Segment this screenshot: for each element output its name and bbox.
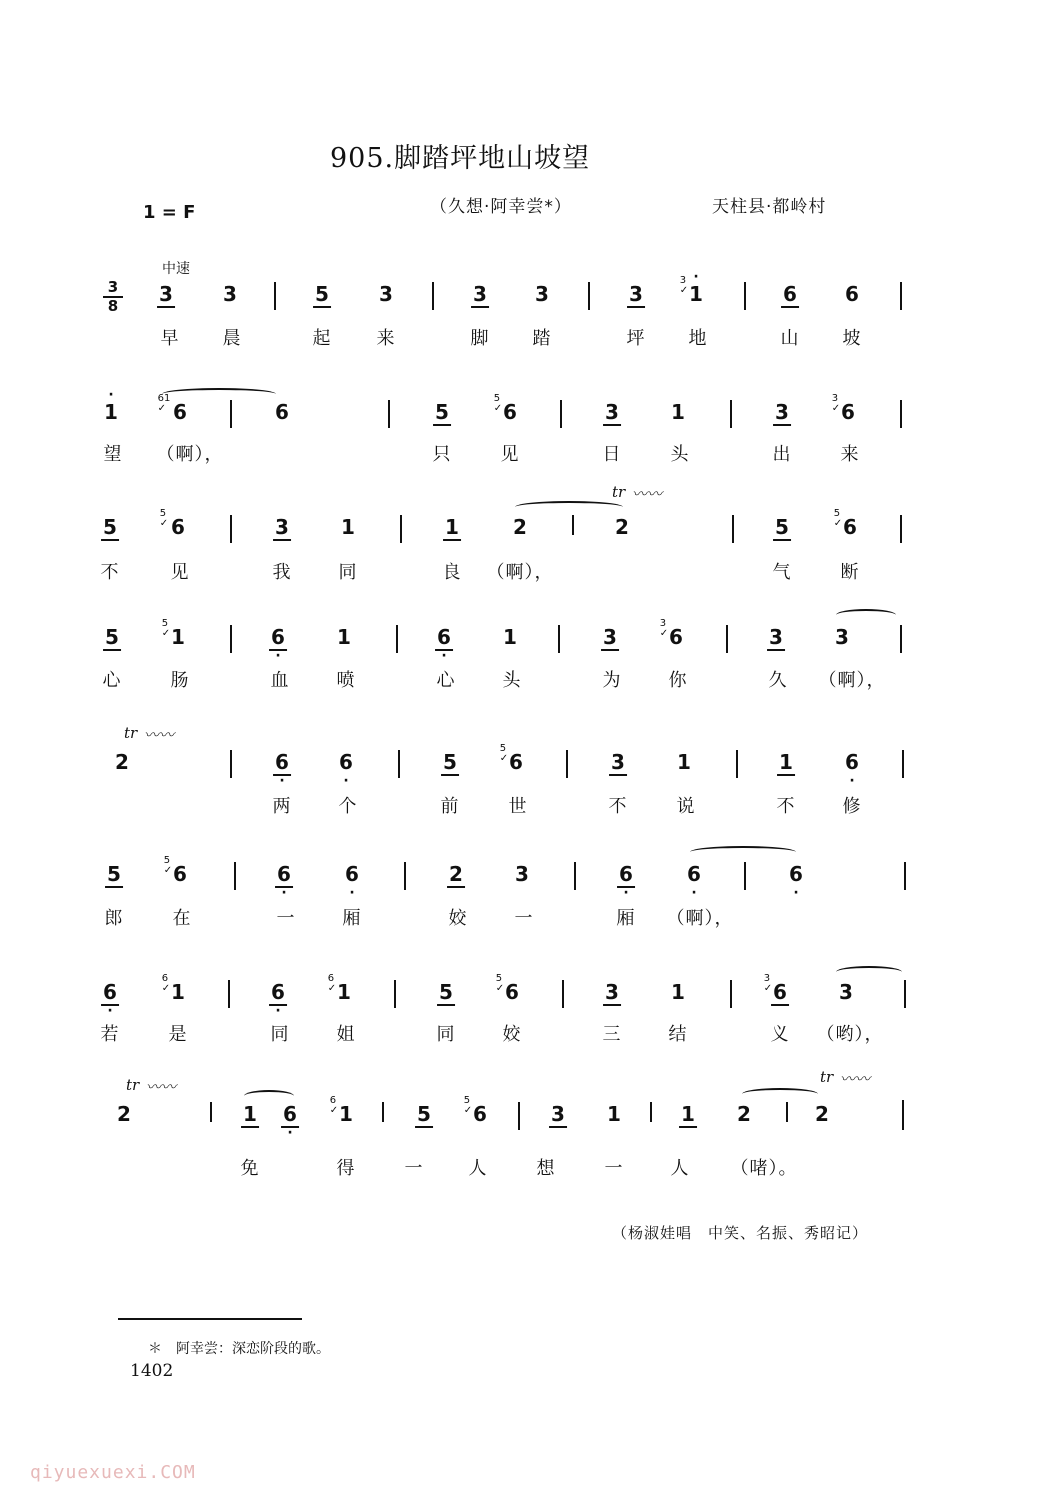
- grace-note: 5 ✓: [495, 973, 505, 994]
- page-number: 1402: [130, 1361, 174, 1381]
- lyric: 想: [536, 1158, 556, 1179]
- barline: [388, 400, 390, 428]
- lyric: （啊），: [666, 908, 734, 929]
- note: 6: [173, 862, 187, 886]
- lyric: 人: [670, 1158, 690, 1179]
- performer-credit: （杨淑娃唱 中笑、名振、秀昭记）: [612, 1224, 869, 1242]
- grace-note: 5 ✓: [163, 855, 173, 876]
- note: 5: [435, 400, 449, 424]
- lyric: 日: [602, 444, 622, 465]
- lyric: 坡: [842, 328, 862, 349]
- tempo-marking: 中速: [162, 261, 190, 277]
- slur: [690, 846, 796, 858]
- trill-wave: 〰〰: [146, 1078, 177, 1096]
- barline: [230, 625, 232, 653]
- lyric: 厢: [342, 908, 362, 929]
- lyric: 两: [272, 796, 292, 817]
- grace-note: 3 ✓: [679, 275, 689, 296]
- note: 6 ·: [437, 625, 451, 664]
- note: 5: [417, 1102, 431, 1126]
- barline: [574, 862, 576, 890]
- note: 3: [769, 625, 783, 649]
- barline: [736, 750, 738, 778]
- note: 3: [835, 625, 849, 649]
- barline: [786, 1102, 788, 1122]
- lyric: 早: [160, 328, 180, 349]
- barline: [432, 282, 434, 310]
- note: 1: [243, 1102, 257, 1126]
- note: 6: [773, 980, 787, 1004]
- barline: [230, 515, 232, 543]
- lyric: 不: [608, 796, 628, 817]
- slur: [836, 966, 902, 978]
- note: 3: [515, 862, 529, 886]
- trill-mark: tr: [126, 1076, 140, 1094]
- lyric: 同: [436, 1024, 456, 1045]
- note: 6: [845, 282, 859, 306]
- note: 3: [629, 282, 643, 306]
- lyric: 出: [772, 444, 792, 465]
- note: 1 ·: [104, 387, 118, 424]
- barline: [274, 282, 276, 310]
- note: 1: [445, 515, 459, 539]
- footnote-rule: [118, 1318, 302, 1320]
- barline: [730, 980, 732, 1008]
- barline: [900, 282, 902, 310]
- note: 2: [117, 1102, 131, 1126]
- barline: [900, 625, 902, 653]
- lyric: 个: [338, 796, 358, 817]
- lyric: 坪: [626, 328, 646, 349]
- note: 6: [783, 282, 797, 306]
- lyric: 气: [772, 562, 792, 583]
- note: 3: [775, 400, 789, 424]
- lyric: 望: [103, 444, 123, 465]
- time-signature-top: 3: [107, 278, 119, 296]
- note: 1: [779, 750, 793, 774]
- barline: [732, 515, 734, 543]
- song-subtitle: （久想·阿幸尝*）: [430, 197, 572, 217]
- barline: [904, 980, 906, 1008]
- barline: [228, 980, 230, 1008]
- note: 1: [503, 625, 517, 649]
- lyric: 厢: [616, 908, 636, 929]
- lyric: 为: [602, 670, 622, 691]
- barline: [572, 515, 574, 535]
- note: 5: [439, 980, 453, 1004]
- lyric: 晨: [222, 328, 242, 349]
- grace-note: 3 ✓: [831, 393, 841, 414]
- barline: [726, 625, 728, 653]
- lyric: 姣: [502, 1024, 522, 1045]
- slur: [244, 1090, 294, 1102]
- lyric: 郎: [104, 908, 124, 929]
- watermark: qiyuexuexi.COM: [30, 1462, 196, 1483]
- key-signature: 1 = F: [143, 202, 196, 223]
- trill-wave: 〰〰: [144, 726, 175, 744]
- lyric: 修: [842, 796, 862, 817]
- song-region: 天柱县·都岭村: [712, 197, 827, 217]
- note: 3: [159, 282, 173, 306]
- slur: [162, 388, 276, 400]
- grace-note: 5 ✓: [463, 1095, 473, 1116]
- lyric: 是: [168, 1024, 188, 1045]
- note: 6: [503, 400, 517, 424]
- lyric: 地: [688, 328, 708, 349]
- note: 1: [337, 980, 351, 1004]
- lyric: 说: [676, 796, 696, 817]
- barline: [396, 625, 398, 653]
- lyric: 喷: [336, 670, 356, 691]
- trill-wave: 〰〰: [840, 1070, 871, 1088]
- lyric: 只: [432, 444, 452, 465]
- lyric: 见: [170, 562, 190, 583]
- barline: [230, 750, 232, 778]
- note: 6: [275, 400, 289, 424]
- barline: [566, 750, 568, 778]
- lyric: 免: [240, 1158, 260, 1179]
- note: 2: [449, 862, 463, 886]
- time-signature-bottom: 8: [107, 297, 119, 315]
- lyric: 同: [338, 562, 358, 583]
- barline: [210, 1102, 212, 1122]
- barline: [744, 282, 746, 310]
- note: 6: [173, 400, 187, 424]
- barline: [558, 625, 560, 653]
- grace-note: 5 ✓: [159, 508, 169, 529]
- barline: [230, 400, 232, 428]
- barline: [560, 400, 562, 428]
- note: 6 ·: [277, 862, 291, 901]
- barline: [562, 980, 564, 1008]
- lyric: 我: [272, 562, 292, 583]
- barline: [900, 400, 902, 428]
- note: 6 ·: [339, 750, 353, 789]
- note: 3: [275, 515, 289, 539]
- lyric: 血: [270, 670, 290, 691]
- trill-mark: tr: [612, 483, 626, 501]
- note: 1: [671, 400, 685, 424]
- lyric: （啊），: [818, 670, 886, 691]
- note: 6 ·: [345, 862, 359, 901]
- barline: [730, 400, 732, 428]
- lyric: 心: [102, 670, 122, 691]
- note: 5: [775, 515, 789, 539]
- lyric: 不: [100, 562, 120, 583]
- note: 6: [843, 515, 857, 539]
- note: 3: [839, 980, 853, 1004]
- lyric: 姣: [448, 908, 468, 929]
- lyric: 断: [840, 562, 860, 583]
- grace-note: 3 ✓: [659, 618, 669, 639]
- grace-note: 5 ✓: [499, 743, 509, 764]
- barline: [588, 282, 590, 310]
- trill-wave: 〰〰: [632, 485, 663, 503]
- lyric: 来: [840, 444, 860, 465]
- note: 3: [605, 400, 619, 424]
- note: 3: [605, 980, 619, 1004]
- lyric: 久: [768, 670, 788, 691]
- lyric: 来: [376, 328, 396, 349]
- grace-note: 5 ✓: [493, 393, 503, 414]
- lyric: 人: [468, 1158, 488, 1179]
- note: 6 ·: [271, 625, 285, 664]
- barline: [744, 862, 746, 890]
- note: 1: [341, 515, 355, 539]
- note: 6 ·: [103, 980, 117, 1019]
- note: 5: [443, 750, 457, 774]
- lyric: 见: [500, 444, 520, 465]
- note: 6 ·: [271, 980, 285, 1019]
- note: 1: [671, 980, 685, 1004]
- lyric: 一: [276, 908, 296, 929]
- note: 1: [681, 1102, 695, 1126]
- note: 2: [513, 515, 527, 539]
- lyric: 姐: [336, 1024, 356, 1045]
- lyric: （啊），: [486, 562, 554, 583]
- final-barline: [902, 1100, 908, 1130]
- barline: [904, 862, 906, 890]
- lyric: 同: [270, 1024, 290, 1045]
- note: 5: [105, 625, 119, 649]
- note: 6: [509, 750, 523, 774]
- note: 6 ·: [275, 750, 289, 789]
- barline: [382, 1102, 384, 1122]
- lyric: 三: [602, 1024, 622, 1045]
- note: 6 ·: [619, 862, 633, 901]
- lyric: 不: [776, 796, 796, 817]
- note: 3: [379, 282, 393, 306]
- grace-note: 61 ✓: [157, 393, 171, 414]
- lyric: 世: [508, 796, 528, 817]
- note: 1: [337, 625, 351, 649]
- lyric: 肠: [170, 670, 190, 691]
- note: 3: [535, 282, 549, 306]
- grace-note: 6 ✓: [161, 973, 171, 994]
- lyric: 头: [670, 444, 690, 465]
- lyric: 你: [668, 670, 688, 691]
- lyric: 结: [668, 1024, 688, 1045]
- trill-mark: tr: [124, 724, 138, 742]
- lyric: 心: [436, 670, 456, 691]
- lyric: 得: [336, 1158, 356, 1179]
- note: 6: [171, 515, 185, 539]
- note: 6: [669, 625, 683, 649]
- lyric: 脚: [470, 328, 490, 349]
- lyric: 头: [502, 670, 522, 691]
- note: 3: [223, 282, 237, 306]
- barline: [518, 1102, 520, 1130]
- note: 6 ·: [845, 750, 859, 789]
- lyric: 前: [440, 796, 460, 817]
- lyric: 起: [312, 328, 332, 349]
- note: 1: [171, 980, 185, 1004]
- note: 2: [737, 1102, 751, 1126]
- lyric: 一: [604, 1158, 624, 1179]
- slur: [742, 1088, 818, 1100]
- note: 6: [841, 400, 855, 424]
- lyric: 山: [780, 328, 800, 349]
- note: 1: [607, 1102, 621, 1126]
- note: 5: [315, 282, 329, 306]
- lyric: 义: [770, 1024, 790, 1045]
- note: 6 ·: [687, 862, 701, 901]
- trill-mark: tr: [820, 1068, 834, 1086]
- note: 3: [551, 1102, 565, 1126]
- note: 1: [339, 1102, 353, 1126]
- slur: [515, 501, 623, 513]
- note: 1: [677, 750, 691, 774]
- barline: [394, 980, 396, 1008]
- barline: [650, 1102, 652, 1122]
- note: 3: [611, 750, 625, 774]
- footnote: ＊ 阿幸尝：深恋阶段的歌。: [148, 1341, 330, 1357]
- note: 6: [505, 980, 519, 1004]
- lyric: 一: [514, 908, 534, 929]
- note: 2: [115, 750, 129, 774]
- note: 1: [171, 625, 185, 649]
- lyric: （啫）。: [730, 1158, 798, 1179]
- grace-note: 6 ✓: [329, 1095, 339, 1116]
- lyric: （啊），: [156, 444, 224, 465]
- note: 2: [815, 1102, 829, 1126]
- note: 6 ·: [789, 862, 803, 901]
- lyric: （哟），: [816, 1024, 884, 1045]
- grace-note: 5 ✓: [161, 618, 171, 639]
- barline: [404, 862, 406, 890]
- lyric: 良: [442, 562, 462, 583]
- lyric: 若: [100, 1024, 120, 1045]
- lyric: 踏: [532, 328, 552, 349]
- barline: [902, 750, 904, 778]
- note: 5: [107, 862, 121, 886]
- lyric: 在: [172, 908, 192, 929]
- barline: [400, 515, 402, 543]
- note: 3: [473, 282, 487, 306]
- note: 2: [615, 515, 629, 539]
- lyric: 一: [404, 1158, 424, 1179]
- grace-note: 6 ✓: [327, 973, 337, 994]
- note: 6: [473, 1102, 487, 1126]
- barline: [900, 515, 902, 543]
- grace-note: 5 ✓: [833, 508, 843, 529]
- time-signature: [103, 280, 123, 314]
- note: 5: [103, 515, 117, 539]
- slur: [836, 609, 896, 621]
- barline: [234, 862, 236, 890]
- note: 1 ·: [689, 269, 703, 306]
- note: 3: [603, 625, 617, 649]
- song-title: 905.脚踏坪地山坡望: [330, 143, 591, 174]
- barline: [398, 750, 400, 778]
- grace-note: 3 ✓: [763, 973, 773, 994]
- note: 6 ·: [283, 1102, 297, 1141]
